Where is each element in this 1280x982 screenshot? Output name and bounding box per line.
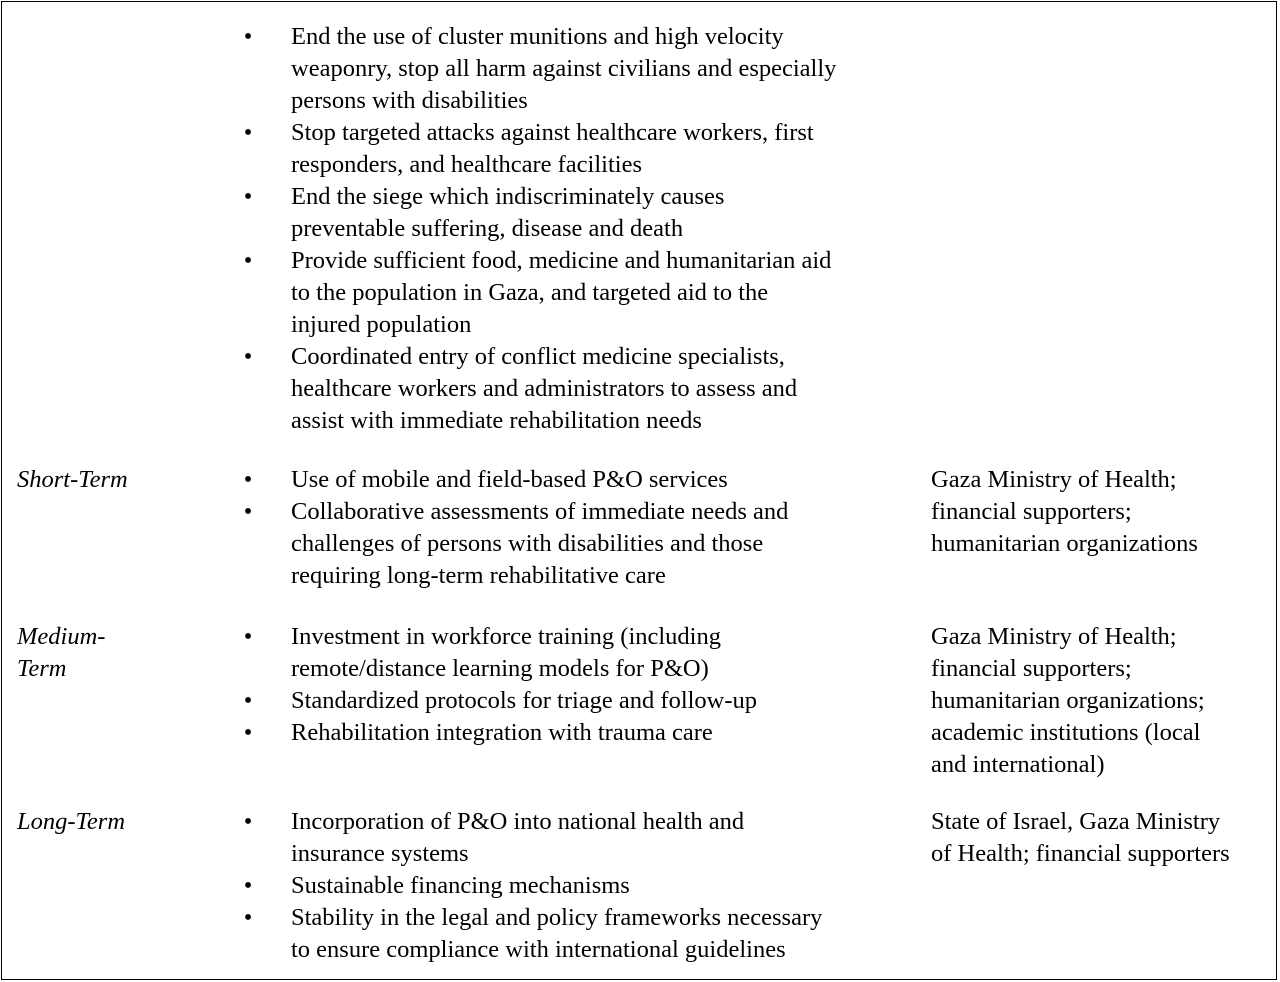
action-text: End the use of cluster munitions and high velocity weaponry, stop all harm against civilians and especially persons with disabilities xyxy=(291,23,837,114)
bullet-icon: • xyxy=(243,498,253,525)
action-text: End the siege which indiscriminately causes preventable suffering, disease and death xyxy=(291,183,725,242)
action-text: Use of mobile and field-based P&O services xyxy=(291,466,728,493)
action-text: Coordinated entry of conflict medicine specialists, healthcare workers and administrators to assess and assist with immediate rehabilitation needs xyxy=(291,343,798,434)
list-item xyxy=(238,685,908,717)
responsible-parties: Gaza Ministry of Health; financial supporters; humanitarian organizations xyxy=(931,466,1198,557)
list-item xyxy=(238,806,908,870)
phase-label: Short-Term xyxy=(17,466,128,493)
action-text: Provide sufficient food, medicine and humanitarian aid to the population in Gaza, and targeted aid to the injured population xyxy=(291,247,832,338)
bullet-icon: • xyxy=(243,23,253,50)
list-item xyxy=(238,341,908,437)
bullet-icon: • xyxy=(243,623,253,650)
bullet-icon: • xyxy=(243,119,253,146)
action-text: Stop targeted attacks against healthcare workers, first responders, and healthcare facilities xyxy=(291,119,814,178)
bullet-icon: • xyxy=(243,808,253,835)
list-item xyxy=(238,496,908,592)
bullet-icon: • xyxy=(243,466,253,493)
list-item xyxy=(238,117,908,181)
action-text: Stability in the legal and policy frameworks necessary to ensure compliance with international guidelines xyxy=(291,904,823,963)
action-text: Incorporation of P&O into national health and insurance systems xyxy=(291,808,745,867)
bullet-icon: • xyxy=(243,719,253,746)
phase-label: Medium- Term xyxy=(17,623,106,682)
list-item xyxy=(238,245,908,341)
recommendations-table xyxy=(1,1,1277,980)
bullet-icon: • xyxy=(243,904,253,931)
action-text: Sustainable financing mechanisms xyxy=(291,872,630,899)
action-text: Standardized protocols for triage and follow-up xyxy=(291,687,758,714)
bullet-icon: • xyxy=(243,343,253,370)
phase-label: Long-Term xyxy=(17,808,126,835)
action-text: Rehabilitation integration with trauma care xyxy=(291,719,713,746)
list-item xyxy=(238,717,908,749)
action-list xyxy=(238,806,908,966)
bullet-icon: • xyxy=(243,247,253,274)
responsible-parties: State of Israel, Gaza Ministry of Health; financial supporters xyxy=(931,808,1230,867)
action-list xyxy=(238,464,908,592)
list-item xyxy=(238,181,908,245)
bullet-icon: • xyxy=(243,872,253,899)
list-item xyxy=(238,21,908,117)
list-item xyxy=(238,870,908,902)
action-list xyxy=(238,621,908,749)
action-text: Investment in workforce training (including remote/distance learning models for P&O) xyxy=(291,623,721,682)
bullet-icon: • xyxy=(243,687,253,714)
bullet-icon: • xyxy=(243,183,253,210)
list-item xyxy=(238,902,908,966)
action-text: Collaborative assessments of immediate needs and challenges of persons with disabilities and those requiring long-term rehabilitative care xyxy=(291,498,789,589)
list-item xyxy=(238,464,908,496)
responsible-parties: Gaza Ministry of Health; financial supporters; humanitarian organizations; academic institutions (local and international) xyxy=(931,623,1205,778)
action-list xyxy=(238,21,908,437)
list-item xyxy=(238,621,908,685)
